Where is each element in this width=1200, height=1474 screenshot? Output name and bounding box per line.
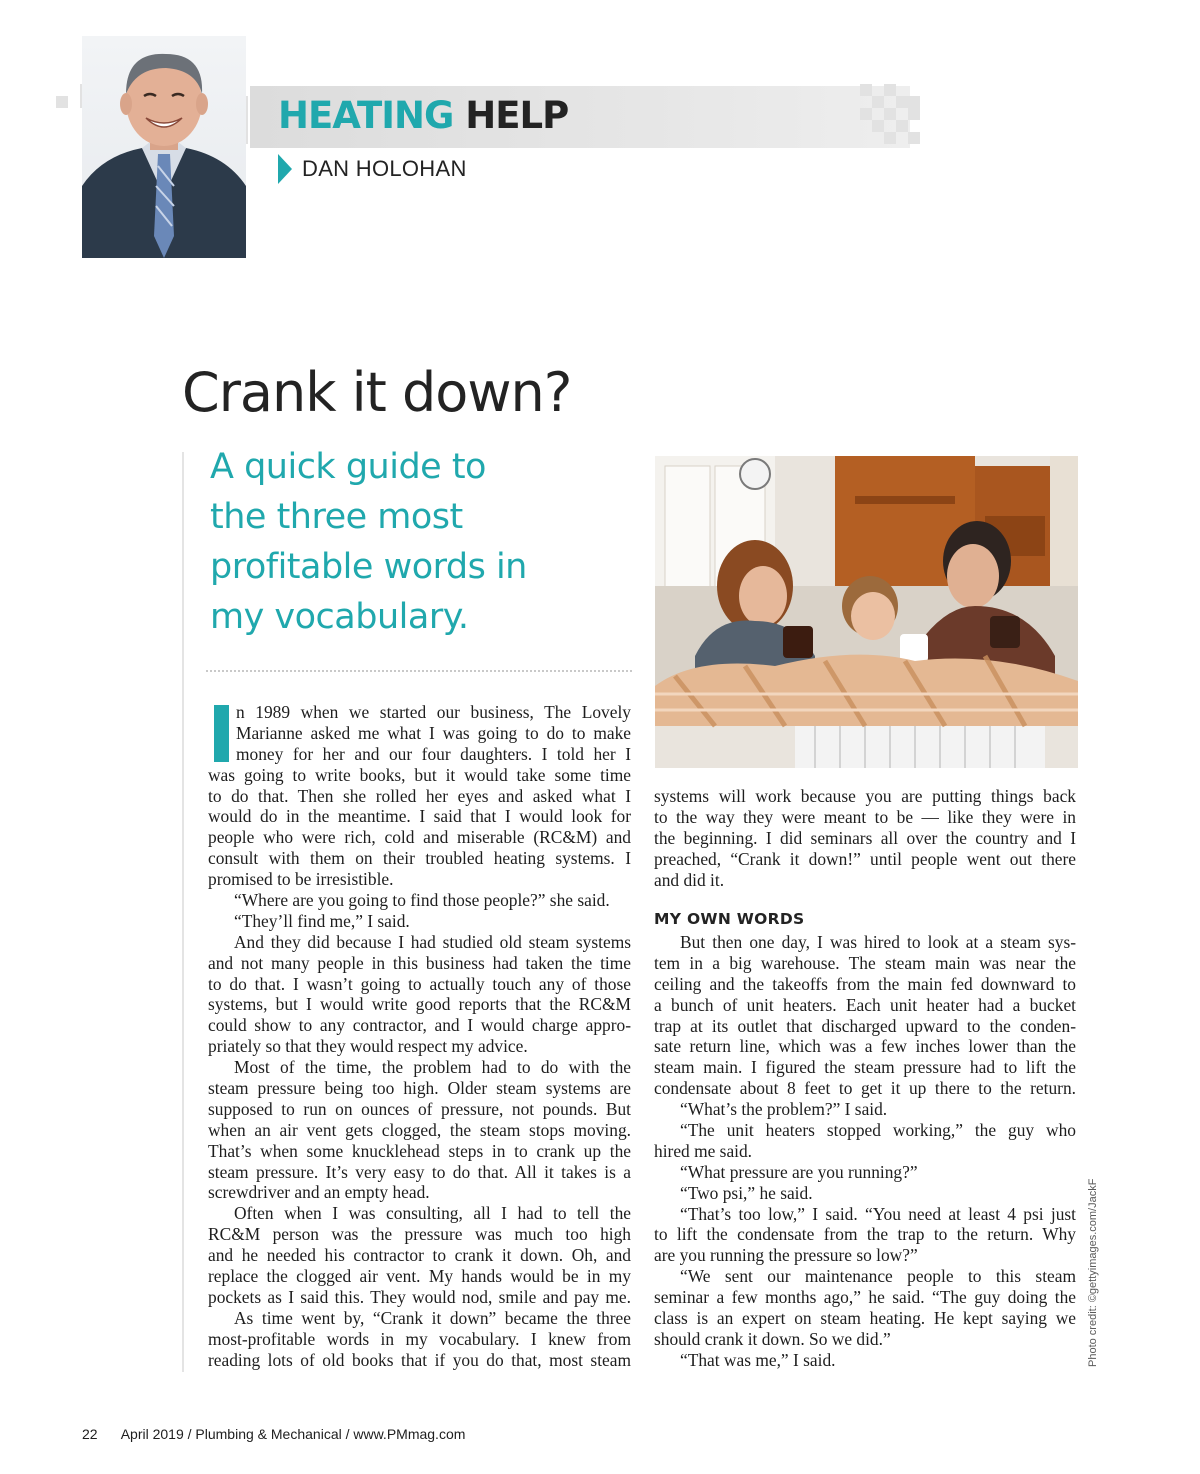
text-line: “That was me,” I said. [680,1349,836,1370]
checker-square [884,84,896,96]
photo-credit: Photo credit: ©gettyimages.com/JackF [1087,1178,1099,1367]
text-line: class is an expert on steam heating. He kept saying we [654,1308,1076,1329]
text-line: RC&M person was the pressure was much too high [208,1224,631,1245]
text-line: to do that. Then she rolled her eyes and asked what I [208,785,631,806]
text-line: “That’s too low,” I said. “You need at least 4 psi just [680,1203,1076,1224]
checker-square [860,108,872,120]
checker-square [908,108,920,120]
text-line: tem in a big warehouse. The steam main was near the [654,952,1076,973]
text-line: systems, but I would write good reports that the RC&M [208,994,631,1015]
text-line: and not many people in this business had taken the time [208,952,631,973]
text-line: preached, “Crank it down!” until people went out there [654,848,1076,869]
checker-square [896,96,908,108]
text-line: “What pressure are you running?” [680,1161,918,1182]
section-title-word1: HEATING [278,94,454,137]
text-line: “The unit heaters stopped working,” the guy who [680,1120,1076,1141]
text-line: seminar a few months ago,” he said. “The guy doing the [654,1287,1076,1308]
article-headline: Crank it down? [182,361,572,424]
text-line: reading lots of old books that if you do that, most steam [208,1349,631,1370]
checker-square [896,120,908,132]
text-line: That’s when some knucklehead steps in to crank up the [208,1140,631,1161]
text-line: And they did because I had studied old steam systems [234,931,631,952]
author-byline: DAN HOLOHAN [302,156,467,181]
section-title [278,92,568,140]
text-line: pockets as I said this. They would nod, smile and pay me. [208,1286,631,1307]
family-under-blanket-image [655,456,1078,768]
text-line: and did it. [654,869,725,890]
text-line: and he needed his contractor to crank it down. Oh, and [208,1245,631,1266]
family-photo [655,456,1078,768]
author-photo [82,36,246,258]
text-line: ceiling and the takeoffs from the main fed downward to [654,973,1076,994]
checker-square [908,96,920,108]
article-deck [210,442,630,642]
text-line: money for her and our four daughters. I told her I [236,743,631,764]
text-line: when an air vent gets clogged, the steam stops moving. [208,1119,631,1140]
text-line: to lift the condensate from the trap to the return. Why [654,1224,1076,1245]
text-line: are you running the pressure so low?” [654,1245,918,1266]
body-column-1 [208,702,631,1371]
text-line: could show to any contractor, and I would charge appro- [208,1015,631,1036]
checker-square [56,96,68,108]
text-line: But then one day, I was hired to look at a steam sys- [680,932,1076,952]
checker-square [884,108,896,120]
text-line: As time went by, “Crank it down” became the three [234,1307,631,1328]
text-line: sate return line, which was a few inches lower than the [654,1036,1076,1057]
byline-arrow-icon [278,154,292,184]
dotted-divider [206,670,632,672]
text-line: Often when I was consulting, all I had to tell the [234,1203,631,1224]
text-line: screwdriver and an empty head. [208,1182,430,1203]
text-line: to do that. I wasn’t going to actually touch any of those [208,973,631,994]
text-line: steam pressure being too high. Older steam systems are [208,1078,631,1099]
checker-square [884,132,896,144]
text-line: trap at its outlet that discharged upward to the conden- [654,1015,1076,1036]
page-footer [82,1424,465,1444]
text-line: Most of the time, the problem had to do with the [234,1057,631,1078]
deck-rule [182,452,184,1372]
text-line: “What’s the problem?” I said. [680,1099,888,1120]
checker-square [872,96,884,108]
text-line: n 1989 when we started our business, The Lovely [236,702,631,722]
text-line: supposed to run on ounces of pressure, not pounds. But [208,1098,631,1119]
text-line: “Two psi,” he said. [680,1182,813,1203]
page-number: 22 [82,1426,98,1442]
deck-line: the three most [210,497,463,537]
body-column-2-top [654,786,1076,890]
checker-square [908,132,920,144]
text-line: steam pressure. It’s very easy to do that. All it takes is a [208,1161,631,1182]
text-line: most-profitable words in my vocabulary. I knew from [208,1328,631,1349]
subhead-my-own-words: MY OWN WORDS [654,910,805,928]
author-headshot-image [82,36,246,258]
text-line: replace the clogged air vent. My hands would be in my [208,1266,631,1287]
text-line: systems will work because you are putting things back [654,786,1076,806]
section-title-word2: HELP [465,94,569,137]
text-line: promised to be irresistible. [208,869,394,890]
text-line: steam main. I figured the steam pressure had to lift the [654,1057,1076,1078]
deck-line: my vocabulary. [210,597,469,637]
text-line: hired me said. [654,1140,753,1161]
text-line: the beginning. I did seminars all over the country and I [654,827,1076,848]
checker-square [860,84,872,96]
text-line: Marianne asked me what I was going to do to make [236,722,631,743]
text-line: a bunch of unit heaters. Each unit heater had a bucket [654,994,1076,1015]
body-column-2-bottom [654,932,1076,1371]
text-line: should crank it down. So we did.” [654,1328,891,1349]
text-line: people who were rich, cold and miserable (RC&M) and [208,827,631,848]
issue-line: April 2019 / Plumbing & Mechanical / www.PMmag.com [120,1426,466,1442]
text-line: condensate about 8 feet to get it up there to the return. [654,1078,1076,1099]
text-line: “Where are you going to find those people?” she said. [234,890,610,911]
text-line: was going to write books, but it would take some time [208,764,631,785]
text-line: priately so that they would respect my advice. [208,1036,528,1057]
text-line: “They’ll find me,” I said. [234,910,410,931]
text-line: “We sent our maintenance people to this steam [680,1266,1076,1287]
text-line: to the way they were meant to be — like they were in [654,806,1076,827]
text-line: would do in the meantime. I said that I would look for [208,806,631,827]
deck-line: A quick guide to [210,447,486,487]
checker-square [872,120,884,132]
text-line: consult with them on their troubled heating systems. I [208,848,631,869]
deck-line: profitable words in [210,547,527,587]
